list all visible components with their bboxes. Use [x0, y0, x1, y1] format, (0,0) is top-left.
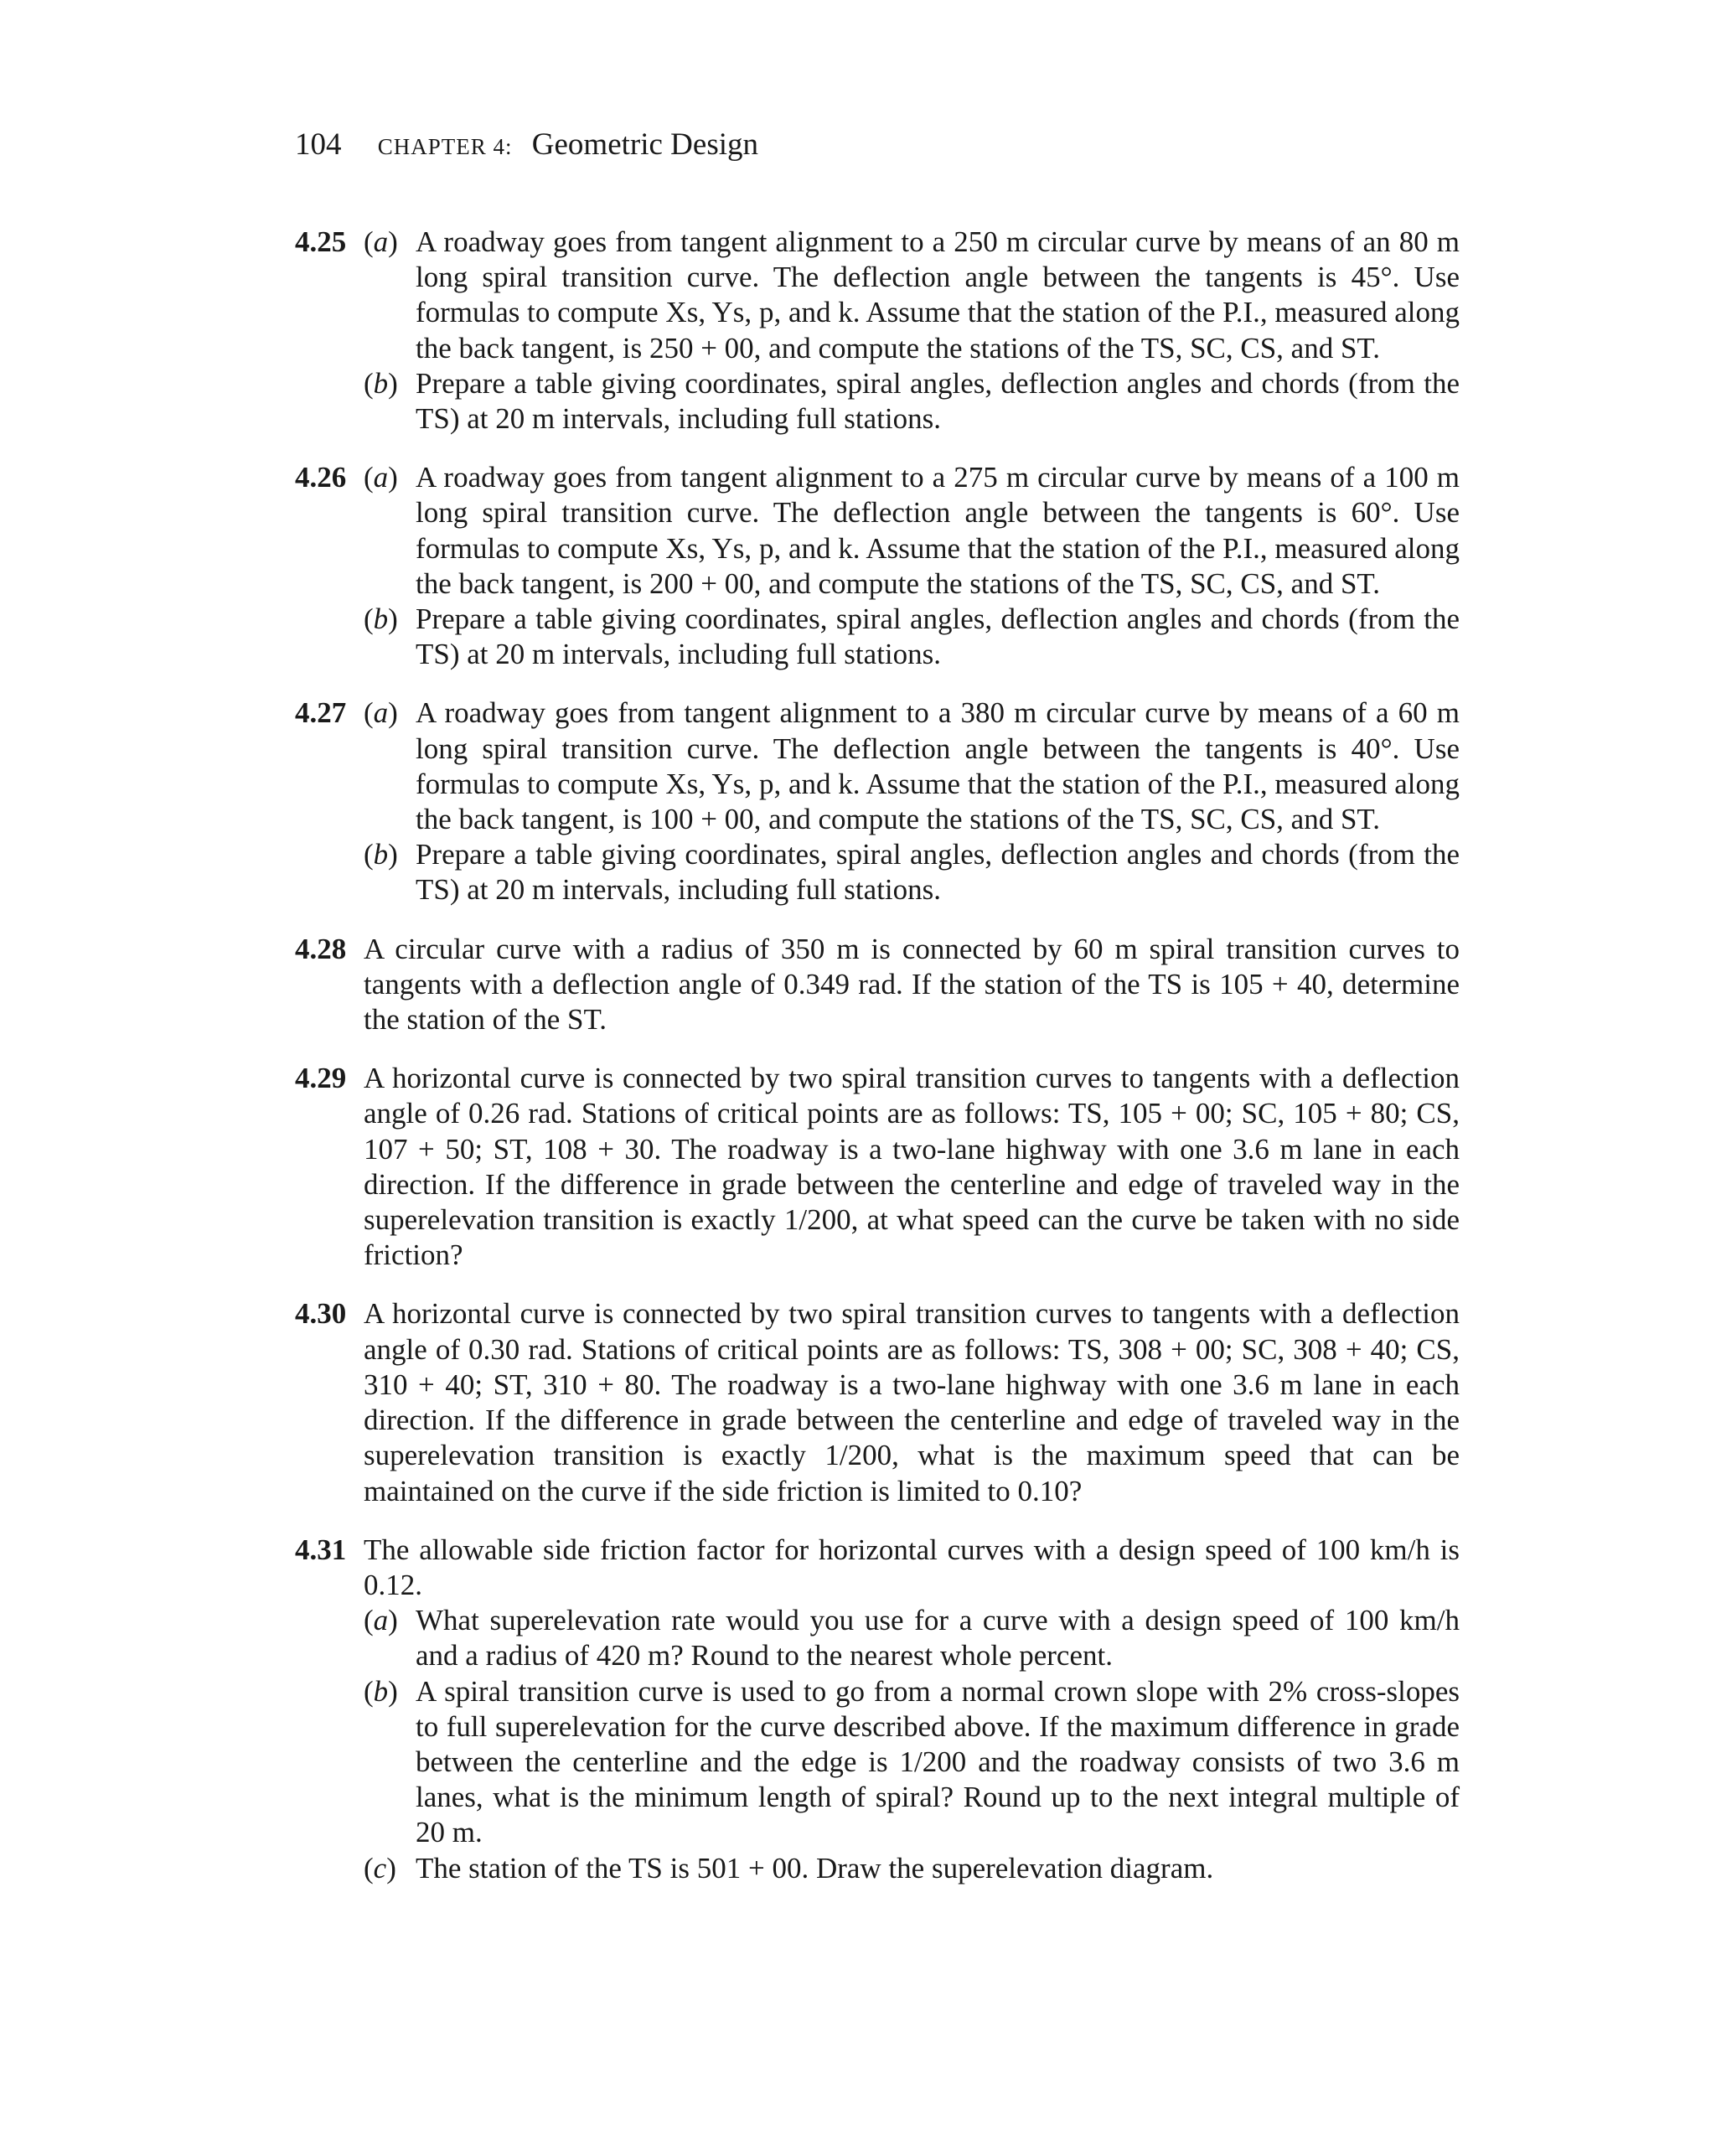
- problem-number: 4.30: [295, 1297, 347, 1331]
- problem-4-26: [295, 460, 1460, 672]
- problem-number: 4.25: [295, 225, 347, 258]
- problem-4-29: [295, 1061, 1460, 1273]
- running-header: [295, 124, 758, 168]
- part-text: The station of the TS is 501 + 00. Draw the superelevation diagram.: [416, 1851, 1214, 1885]
- problem-4-27: [295, 695, 1460, 907]
- part-label: (a): [364, 696, 398, 730]
- problem-part: [364, 695, 1460, 837]
- problem-4-31: [295, 1533, 1460, 1886]
- problem-text: A horizontal curve is connected by two spiral transition curves to tangents with a deflection angle of 0.26 rad. Stations of critical points are as follows: TS, 105 + 00; SC, 105 + 80; CS, 107 + 50; ST, 108 + 30. The roadway is a two-lane highway with one 3.6 m lane in each direction. If the difference in grade between the centerline and edge of traveled way in the superelevation transition is exactly 1/200, at what speed can the curve be taken with no side friction?: [364, 1062, 1460, 1272]
- part-label: (b): [364, 838, 398, 871]
- problem-part: [364, 1674, 1460, 1851]
- problem-number: 4.28: [295, 932, 347, 965]
- part-label: (b): [364, 1674, 398, 1708]
- problem-part: [364, 1603, 1460, 1673]
- part-label: (a): [364, 1604, 398, 1637]
- part-label: (b): [364, 366, 398, 400]
- problem-text: A horizontal curve is connected by two spiral transition curves to tangents with a deflection angle of 0.30 rad. Stations of critical points are as follows: TS, 308 + 00; SC, 308 + 40; CS, 310 + 40; ST, 310 + 80. The roadway is a two-lane highway with one 3.6 m lane in each direction. If the difference in grade between the centerline and edge of traveled way in the superelevation transition is exactly 1/200, what is the maximum speed that can be maintained on the curve if the side friction is limited to 0.10?: [364, 1297, 1460, 1507]
- chapter-label: CHAPTER 4:: [377, 134, 513, 159]
- problem-part: [364, 1851, 1460, 1886]
- problem-text: The allowable side friction factor for horizontal curves with a design speed of 100 km/h is 0.12.: [364, 1533, 1460, 1601]
- problem-4-30: [295, 1296, 1460, 1508]
- problem-number: 4.29: [295, 1062, 347, 1095]
- part-text: A roadway goes from tangent alignment to a 250 m circular curve by means of an 80 m long spiral transition curve. The deflection angle between the tangents is 45°. Use formulas to compute Xs, Ys, p, and k. Assume that the station of the P.I., measured along the back tangent, is 250 + 00, and compute the stations of the TS, SC, CS, and ST.: [416, 225, 1460, 365]
- part-label: (a): [364, 461, 398, 494]
- chapter-title: Geometric Design: [531, 127, 759, 162]
- problem-4-28: [295, 932, 1460, 1038]
- problem-list: [295, 225, 1460, 1910]
- problem-part: [364, 366, 1460, 437]
- part-label: (b): [364, 602, 398, 636]
- problem-number: 4.31: [295, 1533, 347, 1566]
- problem-part: [364, 602, 1460, 672]
- page-number: 104: [295, 127, 342, 162]
- part-text: Prepare a table giving coordinates, spiral angles, deflection angles and chords (from the TS) at 20 m intervals, including full stations.: [416, 602, 1460, 671]
- problem-part: [364, 225, 1460, 366]
- part-label: (c): [364, 1851, 396, 1885]
- problem-part: [364, 460, 1460, 602]
- problem-part: [364, 837, 1460, 907]
- part-text: What superelevation rate would you use for a curve with a design speed of 100 km/h and a radius of 420 m? Round to the nearest whole percent.: [416, 1604, 1460, 1673]
- problem-number: 4.26: [295, 461, 347, 494]
- part-text: A spiral transition curve is used to go from a normal crown slope with 2% cross-slopes to full superelevation for the curve described above. If the maximum difference in grade between the centerline and the edge is 1/200 and the roadway consists of two 3.6 m lanes, what is the minimum length of spiral? Round up to the next integral multiple of 20 m.: [416, 1674, 1460, 1849]
- part-text: A roadway goes from tangent alignment to a 380 m circular curve by means of a 60 m long spiral transition curve. The deflection angle between the tangents is 40°. Use formulas to compute Xs, Ys, p, and k. Assume that the station of the P.I., measured along the back tangent, is 100 + 00, and compute the stations of the TS, SC, CS, and ST.: [416, 696, 1460, 836]
- problem-text: A circular curve with a radius of 350 m is connected by 60 m spiral transition curves to tangents with a deflection angle of 0.349 rad. If the station of the TS is 105 + 40, determine the station of the ST.: [364, 932, 1460, 1037]
- problem-4-25: [295, 225, 1460, 437]
- problem-number: 4.27: [295, 696, 347, 730]
- part-text: A roadway goes from tangent alignment to a 275 m circular curve by means of a 100 m long spiral transition curve. The deflection angle between the tangents is 60°. Use formulas to compute Xs, Ys, p, and k. Assume that the station of the P.I., measured along the back tangent, is 200 + 00, and compute the stations of the TS, SC, CS, and ST.: [416, 461, 1460, 600]
- part-label: (a): [364, 225, 398, 258]
- part-text: Prepare a table giving coordinates, spiral angles, deflection angles and chords (from the TS) at 20 m intervals, including full stations.: [416, 366, 1460, 436]
- part-text: Prepare a table giving coordinates, spiral angles, deflection angles and chords (from the TS) at 20 m intervals, including full stations.: [416, 838, 1460, 907]
